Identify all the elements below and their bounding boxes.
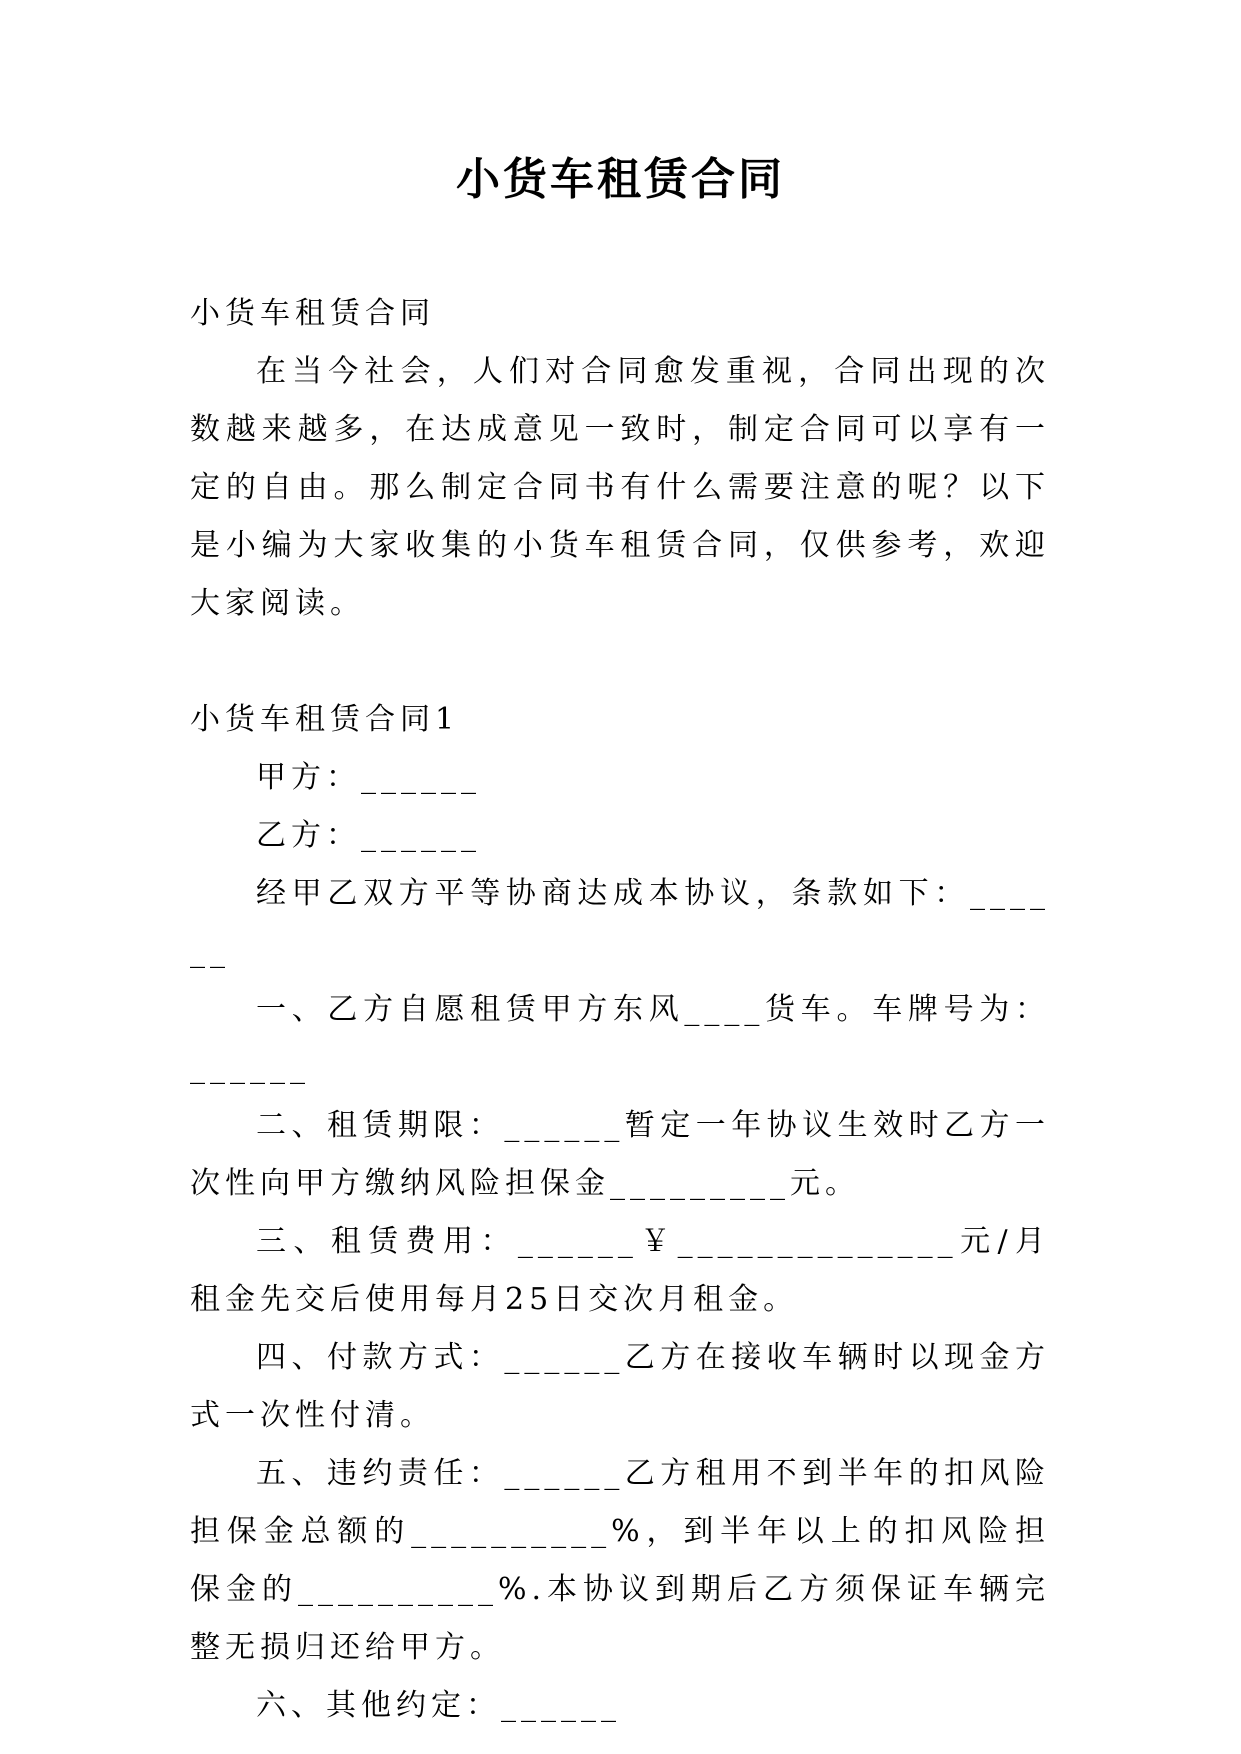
- agreement-line: 经甲乙双方平等协商达成本协议，条款如下：______: [190, 876, 1050, 969]
- document-body: [190, 285, 1050, 1735]
- clause-3: 三、租赁费用：______￥______________元/月租金先交后使用每月25日交次月租金。: [190, 1224, 1050, 1317]
- party-b-line: 乙方：______: [256, 818, 481, 853]
- paragraph-spacer: [190, 633, 1050, 691]
- clause-5: 五、违约责任：______乙方租用不到半年的扣风险担保金总额的__________%，到半年以上的扣风险担保金的__________%.本协议到期后乙方须保证车辆完整无损归还给甲方。: [190, 1456, 1050, 1665]
- clause-4: 四、付款方式：______乙方在接收车辆时以现金方式一次性付清。: [190, 1340, 1050, 1433]
- document-subtitle: 小货车租赁合同: [190, 296, 435, 331]
- clause-1: 一、乙方自愿租赁甲方东风____货车。车牌号为：______: [190, 992, 1050, 1085]
- document-title: 小货车租赁合同: [456, 154, 785, 205]
- clause-6: 六、其他约定：______: [256, 1688, 621, 1723]
- intro-paragraph: 在当今社会，人们对合同愈发重视，合同出现的次数越来越多，在达成意见一致时，制定合同可以享有一定的自由。那么制定合同书有什么需要注意的呢？以下是小编为大家收集的小货车租赁合同，仅供参考，欢迎大家阅读。: [190, 354, 1050, 621]
- clause-2: 二、租赁期限：______暂定一年协议生效时乙方一次性向甲方缴纳风险担保金_________元。: [190, 1108, 1050, 1201]
- section-heading: 小货车租赁合同1: [190, 702, 460, 737]
- party-a-line: 甲方：______: [256, 760, 481, 795]
